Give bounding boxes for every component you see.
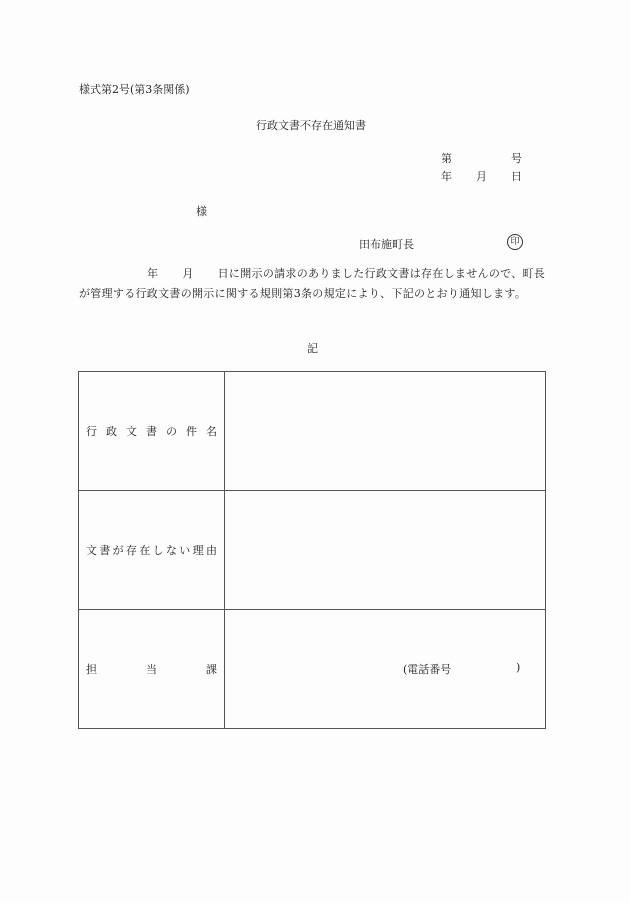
ref-dai: 第 [441,152,452,165]
phone-label: (電話番号 [403,663,452,676]
ref-go: 号 [511,152,522,165]
label-department: 担 当 課 [79,610,225,729]
table-row [79,610,546,729]
body-paragraph [79,264,549,304]
addressee-suffix: 様 [196,205,207,218]
form-number: 様式第2号(第3条関係) [79,83,190,96]
date-month: 月 [476,170,487,183]
date-day: 日 [511,170,522,183]
phone-close: ) [516,661,521,674]
table-row [79,491,546,610]
body-text: 日に開示の請求のありました行政文書は存在しませんので、町長が管理する行政文書の開示に関する規則第3条の規定により、下記のとおり通知します。 [79,267,546,300]
seal-icon: 印 [507,234,523,250]
value-department[interactable] [225,610,546,729]
label-reason: 文 書 が 存 在 し な い 理 由 [79,491,225,610]
body-year: 年 [147,267,159,280]
issuer-name: 田布施町長 [359,238,414,251]
document-title: 行政文書不存在通知書 [256,119,366,132]
body-month: 月 [182,267,194,280]
label-document-name: 行 政 文 書 の 件 名 [79,372,225,491]
info-table [78,371,546,729]
value-document-name[interactable] [225,372,546,491]
date-year: 年 [441,170,452,183]
table-row [79,372,546,491]
ki-heading: 記 [307,342,318,355]
value-reason[interactable] [225,491,546,610]
